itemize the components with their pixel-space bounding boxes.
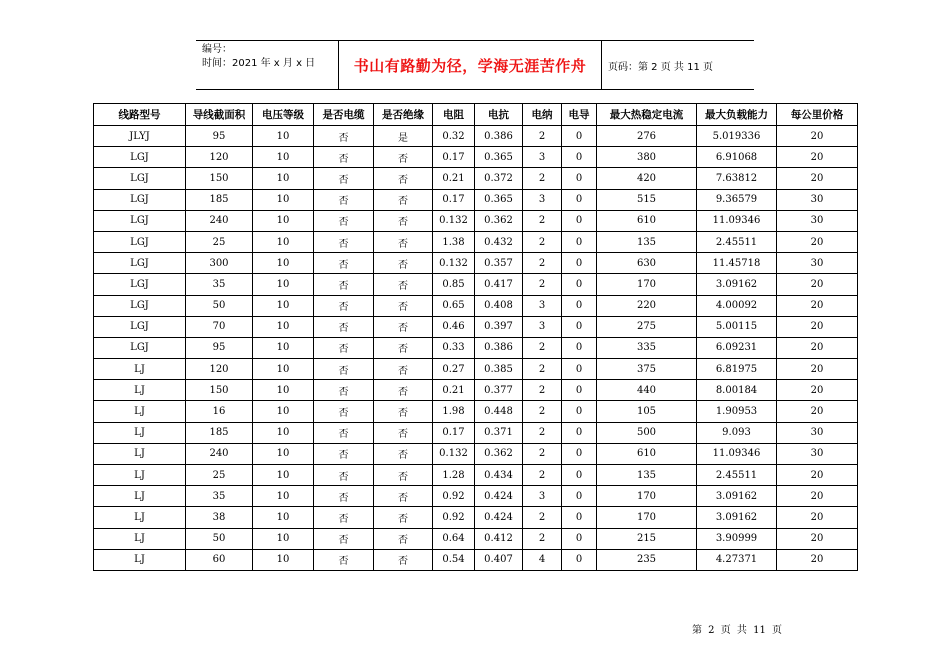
table-cell: 1.28: [433, 465, 475, 486]
table-cell: 10: [253, 253, 314, 274]
table-cell: 1.38: [433, 231, 475, 252]
table-cell: 11.09346: [697, 210, 777, 231]
table-row: [94, 274, 858, 295]
table-cell: 10: [253, 465, 314, 486]
table-cell: 630: [597, 253, 697, 274]
table-cell: 440: [597, 380, 697, 401]
table-cell: 0.17: [433, 422, 475, 443]
table-cell: 20: [777, 549, 858, 570]
table-header-row: [94, 104, 858, 126]
table-cell: 300: [186, 253, 253, 274]
table-cell: 否: [374, 295, 433, 316]
table-cell: 0.417: [475, 274, 523, 295]
table-cell: 2: [523, 465, 562, 486]
table-cell: LJ: [94, 401, 186, 422]
table-cell: 否: [374, 507, 433, 528]
table-cell: 否: [374, 422, 433, 443]
table-cell: 10: [253, 126, 314, 147]
table-cell: 否: [374, 210, 433, 231]
table-cell: 0: [562, 486, 597, 507]
table-cell: 否: [374, 465, 433, 486]
table-cell: 3: [523, 189, 562, 210]
table-cell: 30: [777, 210, 858, 231]
table-cell: JLYJ: [94, 126, 186, 147]
table-cell: 420: [597, 168, 697, 189]
table-cell: 否: [374, 401, 433, 422]
table-cell: 9.093: [697, 422, 777, 443]
table-cell: 1.90953: [697, 401, 777, 422]
table-cell: 10: [253, 168, 314, 189]
table-cell: 0.424: [475, 507, 523, 528]
table-cell: 2: [523, 507, 562, 528]
table-cell: 0: [562, 465, 597, 486]
table-cell: 60: [186, 549, 253, 570]
table-cell: 0.362: [475, 443, 523, 464]
table-cell: 0: [562, 443, 597, 464]
table-cell: 0: [562, 295, 597, 316]
table-cell: 20: [777, 337, 858, 358]
table-cell: 215: [597, 528, 697, 549]
table-cell: LJ: [94, 465, 186, 486]
table-cell: 否: [374, 231, 433, 252]
table-cell: 275: [597, 316, 697, 337]
table-cell: 0.17: [433, 147, 475, 168]
table-cell: 515: [597, 189, 697, 210]
table-cell: 4.00092: [697, 295, 777, 316]
table-cell: LGJ: [94, 210, 186, 231]
table-cell: 否: [374, 337, 433, 358]
table-cell: 否: [374, 189, 433, 210]
table-cell: 2: [523, 443, 562, 464]
table-cell: 20: [777, 359, 858, 380]
table-cell: 610: [597, 210, 697, 231]
table-cell: 否: [314, 295, 374, 316]
table-cell: 30: [777, 422, 858, 443]
table-cell: 20: [777, 231, 858, 252]
table-cell: 0.64: [433, 528, 475, 549]
table-cell: LJ: [94, 486, 186, 507]
table-cell: LJ: [94, 549, 186, 570]
table-body: [94, 126, 858, 571]
table-cell: 0.85: [433, 274, 475, 295]
table-cell: 0.424: [475, 486, 523, 507]
table-cell: 2: [523, 422, 562, 443]
table-cell: LJ: [94, 422, 186, 443]
table-cell: 70: [186, 316, 253, 337]
table-cell: 0.92: [433, 486, 475, 507]
table-cell: 95: [186, 337, 253, 358]
table-cell: 20: [777, 528, 858, 549]
table-cell: 否: [314, 274, 374, 295]
table-cell: 500: [597, 422, 697, 443]
table-cell: LGJ: [94, 168, 186, 189]
table-cell: 否: [314, 316, 374, 337]
table-cell: LGJ: [94, 253, 186, 274]
table-cell: 否: [314, 126, 374, 147]
table-cell: 2: [523, 253, 562, 274]
table-cell: 6.91068: [697, 147, 777, 168]
table-cell: 20: [777, 126, 858, 147]
table-cell: 25: [186, 231, 253, 252]
table-cell: 2: [523, 380, 562, 401]
table-cell: 11.45718: [697, 253, 777, 274]
table-cell: 否: [374, 486, 433, 507]
table-cell: 20: [777, 274, 858, 295]
table-cell: 10: [253, 359, 314, 380]
table-cell: 否: [314, 147, 374, 168]
header-meta: [196, 41, 338, 89]
table-cell: 0.365: [475, 189, 523, 210]
table-row: [94, 549, 858, 570]
table-cell: 16: [186, 401, 253, 422]
table-cell: 10: [253, 337, 314, 358]
table-cell: 20: [777, 316, 858, 337]
table-cell: 25: [186, 465, 253, 486]
table-cell: 10: [253, 210, 314, 231]
table-cell: 120: [186, 147, 253, 168]
table-cell: 0: [562, 337, 597, 358]
table-cell: 0.54: [433, 549, 475, 570]
table-cell: 0.365: [475, 147, 523, 168]
table-cell: 0: [562, 422, 597, 443]
page-header: [196, 40, 754, 90]
table-cell: 0: [562, 528, 597, 549]
table-cell: 0.371: [475, 422, 523, 443]
table-cell: 0: [562, 380, 597, 401]
table-cell: 235: [597, 549, 697, 570]
table-cell: 0.432: [475, 231, 523, 252]
table-cell: 2: [523, 359, 562, 380]
column-header: 导线截面积: [186, 104, 253, 126]
table-cell: 30: [777, 253, 858, 274]
table-cell: 0.407: [475, 549, 523, 570]
table-cell: 3: [523, 316, 562, 337]
table-cell: 11.09346: [697, 443, 777, 464]
table-cell: 0.46: [433, 316, 475, 337]
table-cell: 0: [562, 359, 597, 380]
table-row: [94, 528, 858, 549]
table-cell: 2: [523, 401, 562, 422]
table-cell: 0: [562, 316, 597, 337]
table-cell: 0.408: [475, 295, 523, 316]
table-cell: 3: [523, 295, 562, 316]
table-cell: 0: [562, 401, 597, 422]
table-cell: 0: [562, 210, 597, 231]
table-cell: 5.00115: [697, 316, 777, 337]
table-row: [94, 359, 858, 380]
table-row: [94, 422, 858, 443]
table-cell: 否: [374, 380, 433, 401]
table-cell: 10: [253, 528, 314, 549]
table-row: [94, 126, 858, 147]
table-cell: 50: [186, 528, 253, 549]
column-header: 电导: [562, 104, 597, 126]
table-cell: 0: [562, 549, 597, 570]
table-cell: 0: [562, 507, 597, 528]
table-row: [94, 337, 858, 358]
table-cell: 20: [777, 147, 858, 168]
table-row: [94, 210, 858, 231]
table-cell: 185: [186, 422, 253, 443]
table-cell: 375: [597, 359, 697, 380]
table-cell: 0.434: [475, 465, 523, 486]
table-cell: 0: [562, 231, 597, 252]
table-cell: LGJ: [94, 274, 186, 295]
table-cell: 9.36579: [697, 189, 777, 210]
table-cell: 20: [777, 401, 858, 422]
header-slogan: 书山有路勤为径，学海无涯苦作舟: [338, 41, 602, 89]
table-cell: 否: [314, 380, 374, 401]
table-cell: 0.397: [475, 316, 523, 337]
table-cell: 0.448: [475, 401, 523, 422]
table-cell: 2: [523, 168, 562, 189]
table-cell: 否: [314, 486, 374, 507]
table-cell: 1.98: [433, 401, 475, 422]
table-cell: 30: [777, 189, 858, 210]
table-cell: 8.00184: [697, 380, 777, 401]
table-cell: 20: [777, 465, 858, 486]
column-header: 每公里价格: [777, 104, 858, 126]
table-cell: 2: [523, 231, 562, 252]
table-row: [94, 147, 858, 168]
table-cell: LGJ: [94, 295, 186, 316]
column-header: 线路型号: [94, 104, 186, 126]
table-cell: 2: [523, 337, 562, 358]
line-parameter-table: [93, 103, 858, 571]
table-cell: 0.33: [433, 337, 475, 358]
table-cell: 0: [562, 147, 597, 168]
table-cell: 2: [523, 274, 562, 295]
table-cell: 否: [314, 359, 374, 380]
table-cell: 否: [314, 401, 374, 422]
table-cell: 2: [523, 528, 562, 549]
table-row: [94, 401, 858, 422]
table-cell: 0.386: [475, 337, 523, 358]
table-cell: 4: [523, 549, 562, 570]
table-cell: 0.21: [433, 380, 475, 401]
table-cell: 0.132: [433, 253, 475, 274]
table-cell: LJ: [94, 443, 186, 464]
table-row: [94, 168, 858, 189]
header-page-code: 页码：第 2 页 共 11 页: [608, 61, 713, 73]
column-header: 电压等级: [253, 104, 314, 126]
table-cell: 否: [314, 231, 374, 252]
table-cell: 50: [186, 295, 253, 316]
table-cell: 0.372: [475, 168, 523, 189]
table-cell: 否: [314, 549, 374, 570]
table-row: [94, 316, 858, 337]
table-cell: 3: [523, 147, 562, 168]
table-row: [94, 189, 858, 210]
table-cell: 20: [777, 168, 858, 189]
table-cell: 0.362: [475, 210, 523, 231]
page-footer: 第 2 页 共 11 页: [692, 625, 782, 636]
table-cell: 3: [523, 486, 562, 507]
table-cell: 240: [186, 443, 253, 464]
table-cell: 0.21: [433, 168, 475, 189]
table-cell: 否: [314, 528, 374, 549]
table-cell: 10: [253, 316, 314, 337]
table-cell: 610: [597, 443, 697, 464]
table-cell: 20: [777, 507, 858, 528]
table-cell: 0.385: [475, 359, 523, 380]
table-row: [94, 465, 858, 486]
table-cell: 0.377: [475, 380, 523, 401]
column-header: 最大负载能力: [697, 104, 777, 126]
table-cell: 5.019336: [697, 126, 777, 147]
table-cell: 150: [186, 168, 253, 189]
time-label: 时间：2021 年 x 月 x 日: [202, 58, 316, 69]
table-cell: 35: [186, 274, 253, 295]
table-cell: 否: [374, 359, 433, 380]
column-header: 是否电缆: [314, 104, 374, 126]
table-cell: 否: [314, 337, 374, 358]
table-cell: 20: [777, 486, 858, 507]
table-cell: 220: [597, 295, 697, 316]
table-cell: 35: [186, 486, 253, 507]
table-cell: 0.92: [433, 507, 475, 528]
table-cell: 10: [253, 443, 314, 464]
table-cell: 否: [374, 253, 433, 274]
table-cell: 否: [314, 210, 374, 231]
table-cell: 240: [186, 210, 253, 231]
table-row: [94, 443, 858, 464]
table-cell: 2.45511: [697, 231, 777, 252]
table-cell: LGJ: [94, 316, 186, 337]
table-cell: 10: [253, 380, 314, 401]
table-cell: 否: [374, 316, 433, 337]
table-cell: 4.27371: [697, 549, 777, 570]
table-cell: 10: [253, 231, 314, 252]
table-cell: 2: [523, 210, 562, 231]
table-cell: 0.357: [475, 253, 523, 274]
table-cell: 0: [562, 168, 597, 189]
table-cell: 335: [597, 337, 697, 358]
table-cell: 0.386: [475, 126, 523, 147]
table-cell: LGJ: [94, 189, 186, 210]
table-row: [94, 507, 858, 528]
column-header: 电纳: [523, 104, 562, 126]
table-cell: 0.132: [433, 210, 475, 231]
table-cell: 0.132: [433, 443, 475, 464]
table-cell: 0: [562, 253, 597, 274]
table-cell: 105: [597, 401, 697, 422]
table-cell: 3.09162: [697, 274, 777, 295]
table-cell: 否: [314, 168, 374, 189]
table-row: [94, 486, 858, 507]
table-row: [94, 231, 858, 252]
table-cell: 0.412: [475, 528, 523, 549]
table-cell: 120: [186, 359, 253, 380]
table-cell: 170: [597, 507, 697, 528]
table-cell: LJ: [94, 528, 186, 549]
table-cell: LJ: [94, 359, 186, 380]
column-header: 电抗: [475, 104, 523, 126]
table-cell: 0.65: [433, 295, 475, 316]
table-cell: 否: [374, 274, 433, 295]
table-cell: 30: [777, 443, 858, 464]
table-cell: 是: [374, 126, 433, 147]
table-cell: 否: [374, 147, 433, 168]
table-cell: LJ: [94, 507, 186, 528]
table-cell: 否: [374, 528, 433, 549]
table-cell: LGJ: [94, 337, 186, 358]
table-cell: 2: [523, 126, 562, 147]
table-cell: LGJ: [94, 231, 186, 252]
table-cell: 6.09231: [697, 337, 777, 358]
table-cell: 10: [253, 422, 314, 443]
table-cell: 否: [314, 443, 374, 464]
table-cell: 否: [374, 443, 433, 464]
table-cell: 0.32: [433, 126, 475, 147]
table-cell: 150: [186, 380, 253, 401]
table-cell: 3.09162: [697, 486, 777, 507]
table-cell: 170: [597, 486, 697, 507]
table-cell: 否: [314, 422, 374, 443]
table-cell: 10: [253, 507, 314, 528]
table-cell: 否: [314, 465, 374, 486]
table-cell: LJ: [94, 380, 186, 401]
table-cell: 6.81975: [697, 359, 777, 380]
table-cell: 10: [253, 401, 314, 422]
table-row: [94, 253, 858, 274]
table-cell: 0.17: [433, 189, 475, 210]
table-cell: 7.63812: [697, 168, 777, 189]
column-header: 是否绝缘: [374, 104, 433, 126]
table-cell: 3.90999: [697, 528, 777, 549]
table-cell: 10: [253, 486, 314, 507]
column-header: 电阻: [433, 104, 475, 126]
table-cell: 135: [597, 465, 697, 486]
column-header: 最大热稳定电流: [597, 104, 697, 126]
table-cell: 10: [253, 295, 314, 316]
table-cell: 135: [597, 231, 697, 252]
table-cell: 否: [314, 189, 374, 210]
table-cell: 185: [186, 189, 253, 210]
table-cell: 0.27: [433, 359, 475, 380]
table-cell: 10: [253, 189, 314, 210]
table-cell: 否: [374, 549, 433, 570]
table-cell: 170: [597, 274, 697, 295]
table-cell: 否: [314, 507, 374, 528]
table-cell: 0: [562, 274, 597, 295]
table-cell: 380: [597, 147, 697, 168]
table-cell: 10: [253, 147, 314, 168]
table-row: [94, 295, 858, 316]
number-label: 编号：: [202, 44, 232, 55]
table-cell: 20: [777, 380, 858, 401]
table-cell: 276: [597, 126, 697, 147]
table-cell: 3.09162: [697, 507, 777, 528]
table-cell: 0: [562, 126, 597, 147]
table-cell: 否: [374, 168, 433, 189]
table-cell: 38: [186, 507, 253, 528]
table-cell: 10: [253, 274, 314, 295]
table-cell: 20: [777, 295, 858, 316]
table-cell: 0: [562, 189, 597, 210]
table-row: [94, 380, 858, 401]
table-cell: 10: [253, 549, 314, 570]
table-cell: 95: [186, 126, 253, 147]
table-cell: 否: [314, 253, 374, 274]
table-cell: 2.45511: [697, 465, 777, 486]
table-cell: LGJ: [94, 147, 186, 168]
